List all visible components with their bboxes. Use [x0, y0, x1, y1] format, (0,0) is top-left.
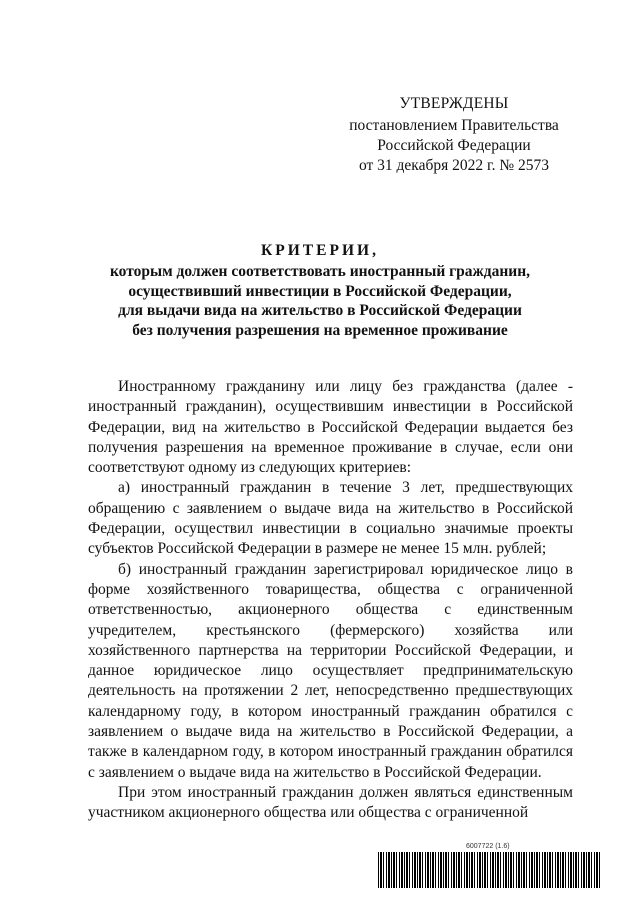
- approval-line-2: Российской Федерации: [377, 137, 531, 154]
- paragraph-criterion-a: а) иностранный гражданин в течение 3 лет, предшествующих обращению с заявлением о выдаче вида на жительство в Российской Федерации, осуществил инвестиции в социально значимые проекты субъектов Российской Федерации в размере не менее 15 млн. рублей;: [88, 479, 573, 558]
- subtitle-line: без получения разрешения на временное проживание: [132, 321, 508, 339]
- approval-line-1: постановлением Правительства: [349, 117, 559, 134]
- subtitle-line: осуществивший инвестиции в Российской Федерации,: [128, 282, 512, 300]
- approval-line-3: от 31 декабря 2022 г. № 2573: [358, 157, 550, 174]
- subtitle-line: для выдачи вида на жительство в Российской Федерации: [118, 302, 522, 319]
- document-title: КРИТЕРИИ,: [261, 242, 379, 259]
- paragraph-intro: Иностранному гражданину или лицу без гражданства (далее - иностранный гражданин), осуществившим инвестиции в Российской Федерации, вид на жительство в Российской Федерации выдается без получения разрешения на временное проживание в случае, если они соответствуют одному из следующих критериев:: [88, 378, 573, 477]
- document-subtitle: [60, 262, 580, 340]
- document-body: [88, 377, 573, 824]
- barcode-caption: 6007722 (1.6): [466, 843, 510, 850]
- approval-heading: УТВЕРЖДЕНЫ: [399, 95, 509, 112]
- barcode-image: [378, 852, 600, 888]
- approval-block: [336, 94, 572, 176]
- subtitle-line: которым должен соответствовать иностранный гражданин,: [109, 263, 531, 280]
- barcode-block: [378, 843, 600, 895]
- paragraph-condition: При этом иностранный гражданин должен являться единственным участником акционерного общества или общества с ограниченной: [88, 783, 573, 822]
- paragraph-criterion-b: б) иностранный гражданин зарегистрировал юридическое лицо в форме хозяйственного товарищества, общества с ограниченной ответственностью, акционерного общества с единственным учредителем, крестьянского (фермерского) хозяйства или хозяйственного партнерства на территории Российской Федерации, и данное юридическое лицо осуществляет предпринимательскую деятельность на протяжении 2 лет, непосредственно предшествующих календарному году, в котором иностранный гражданин обратился с заявлением о выдаче вида на жительство в Российской Федерации, а также в календарном году, в котором иностранный гражданин обратился с заявлением о выдаче вида на жительство в Российской Федерации.: [88, 560, 573, 781]
